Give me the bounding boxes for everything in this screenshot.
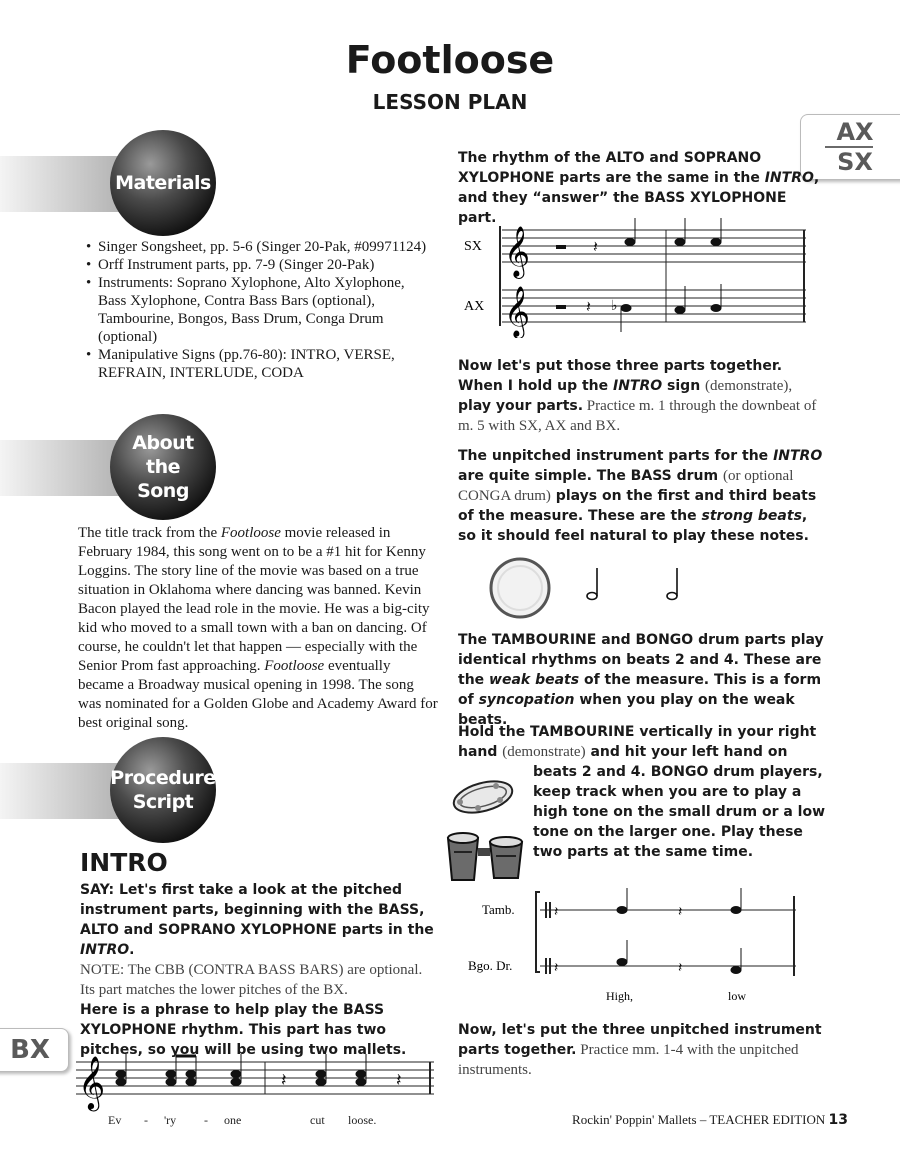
- rhythm-paragraph: [458, 148, 828, 228]
- materials-header: [110, 130, 216, 236]
- show-title: Footloose: [264, 658, 325, 674]
- unpitched-em2: strong beats: [701, 508, 802, 524]
- intro-heading: INTRO: [80, 848, 168, 877]
- bx-notes: [116, 1054, 402, 1091]
- treble-clef-icon: 𝄞: [78, 1055, 106, 1109]
- about-label-2: the: [146, 456, 180, 478]
- procedure-header: [110, 737, 216, 843]
- tamb-text-a: The TAMBOURINE and BONGO drum parts play identical rhythms on beats 2 and 4. These are the: [458, 632, 824, 688]
- about-text-1: The title track from the: [78, 525, 221, 541]
- lyric: -: [204, 1113, 208, 1127]
- staff-label-ax: AX: [464, 299, 485, 314]
- intro-say-text: SAY: Let's first take a look at the pitched instrument parts, beginning with the BASS, ALTO and SOPRANO XYLOPHONE parts in the: [80, 882, 434, 938]
- svg-text:𝄽: 𝄽: [678, 960, 683, 976]
- together-text-a: Now let's put those three parts together. When I hold up the: [458, 358, 783, 394]
- unpitched-paren: (or optional CONGA drum): [458, 468, 794, 504]
- instrument-tab-bx: BX: [0, 1028, 69, 1072]
- intro-say-end: .: [129, 942, 135, 958]
- bongo-notes: [554, 940, 741, 976]
- about-text-2: movie released in February 1984, this song went on to be a #1 hit for Kenny Loggins. The story line of the movie was based on a true situation in Oklahoma where dancing was banned. Kevin Bacon played the lead role in the movie. He was a big-city kid who moved to a small town with a ban on dancing. Of course, he couldn't let that happen — especially with the Senior Prom fast approaching.: [78, 525, 430, 674]
- page-subtitle: LESSON PLAN: [372, 90, 528, 114]
- treble-clef-icon: 𝄞: [504, 226, 531, 277]
- list-item: • Instruments: Soprano Xylophone, Alto Xylophone, Bass Xylophone, Contra Bass Bars (optional), Tambourine, Bongos, Bass Drum, Conga Drum (optional): [98, 274, 435, 346]
- staff-lines: [76, 1062, 434, 1094]
- together-text-c: play your parts.: [458, 398, 584, 414]
- percussion-staves: [460, 886, 810, 1006]
- final-paragraph: [458, 1020, 828, 1080]
- page-title: Footloose: [345, 38, 555, 82]
- lyric: -: [144, 1113, 148, 1127]
- svg-text:𝄽: 𝄽: [554, 904, 559, 920]
- tamb-text-c: when you play on the weak beats.: [458, 692, 795, 728]
- rhythm-text-a: The rhythm of the ALTO and SOPRANO XYLOPHONE parts are the same in the: [458, 150, 765, 186]
- unpitched-text-c: plays on the first and third beats of the measure. These are the: [458, 488, 817, 524]
- intro-say: [80, 880, 435, 960]
- svg-text:𝄽: 𝄽: [678, 904, 683, 920]
- rhythm-em: INTRO: [764, 170, 814, 186]
- final-text-b: Practice mm. 1-4 with the unpitched instruments.: [458, 1042, 799, 1078]
- lyric: loose.: [348, 1113, 377, 1127]
- tambourine-icon: [448, 772, 518, 822]
- tab-label-ax: AX: [836, 118, 874, 146]
- svg-text:𝄽: 𝄽: [593, 237, 598, 256]
- hold-text-a: Hold the TAMBOURINE vertically in your right hand: [458, 724, 817, 760]
- rhythm-text-b: , and they “answer” the BASS XYLOPHONE part.: [458, 170, 820, 226]
- about-paragraph: [78, 524, 438, 733]
- staff-label-sx: SX: [464, 239, 482, 254]
- unpitched-text-d: , so it should feel natural to play these notes.: [458, 508, 809, 544]
- ax-notes: [556, 284, 721, 332]
- unpitched-text-b: are quite simple. The BASS drum: [458, 468, 723, 484]
- lyric: Ev: [108, 1113, 122, 1127]
- together-em: INTRO: [613, 378, 663, 394]
- hold-text-b: and hit your left hand on beats 2 and 4. BONGO drum players, keep track when you are to play a high tone on the small drum or a low tone on the larger one. Play these two parts at the same time.: [533, 744, 826, 860]
- sx-staff: [502, 230, 806, 262]
- staff-label-tamb: Tamb.: [482, 902, 515, 917]
- about-text-3: eventually became a Broadway musical opening in 1998. The song was nominated for a Golden Globe and Academy Award for best original song.: [78, 658, 438, 731]
- bongos-icon: [444, 828, 528, 884]
- treble-clef-icon: 𝄞: [504, 286, 531, 337]
- tamb-text-b: of the measure. This is a form of: [458, 672, 822, 708]
- system-bracket: [536, 892, 540, 972]
- tambourine-paragraph: [458, 630, 830, 730]
- footer-text: Rockin' Poppin' Mallets – TEACHER EDITION: [572, 1112, 826, 1127]
- svg-text:𝄽: 𝄽: [281, 1070, 287, 1091]
- unpitched-paragraph: [458, 446, 828, 546]
- procedure-label-2: Script: [132, 791, 194, 813]
- lyrics: [108, 1113, 376, 1127]
- about-label-3: Song: [137, 480, 189, 502]
- list-item: • Orff Instrument parts, pp. 7-9 (Singer 20-Pak): [98, 256, 435, 274]
- bass-drum-icon: [491, 559, 549, 617]
- lyric: 'ry: [164, 1113, 177, 1127]
- final-text-a: Now, let's put the three unpitched instrument parts together.: [458, 1022, 822, 1058]
- bass-drum-figure: [488, 556, 708, 620]
- list-item: • Singer Songsheet, pp. 5-6 (Singer 20-Pak, #09971124): [98, 238, 435, 256]
- ax-staff: [502, 290, 806, 322]
- tamb-em2: syncopation: [478, 692, 575, 708]
- tamb-em: weak beats: [489, 672, 580, 688]
- intro-note: NOTE: The CBB (CONTRA BASS BARS) are optional. Its part matches the lower pitches of the BX.: [80, 962, 423, 998]
- together-text-b: sign: [662, 378, 706, 394]
- list-item: • Manipulative Signs (pp.76-80): INTRO, VERSE, REFRAIN, INTERLUDE, CODA: [98, 346, 435, 382]
- svg-text:𝄽: 𝄽: [554, 960, 559, 976]
- sx-notes: [556, 218, 721, 256]
- bx-notation: [76, 1044, 438, 1134]
- intro-body: [80, 880, 435, 1060]
- about-label-1: About: [132, 432, 194, 454]
- perc-clefs: [546, 902, 550, 974]
- page-footer: [572, 1112, 848, 1128]
- svg-text:𝄽: 𝄽: [396, 1070, 402, 1091]
- lyric: one: [224, 1113, 242, 1127]
- svg-text:♭: ♭: [611, 298, 618, 314]
- hold-demo: (demonstrate): [502, 744, 586, 760]
- tamb-notes: [554, 888, 741, 920]
- xylophone-staves: [458, 218, 818, 338]
- together-practice: Practice m. 1 through the downbeat of m. 5 with SX, AX and BX.: [458, 398, 817, 434]
- unpitched-em: INTRO: [773, 448, 823, 464]
- page-number: 13: [828, 1112, 848, 1128]
- movie-title: Footloose: [220, 525, 281, 541]
- together-demo: (demonstrate),: [705, 378, 793, 394]
- intro-phrase: Here is a phrase to help play the BASS XYLOPHONE rhythm. This part has two pitches, so you will be using two mallets.: [80, 1002, 407, 1058]
- note-low: low: [728, 989, 746, 1003]
- staff-label-bongo: Bgo. Dr.: [468, 958, 513, 973]
- unpitched-text-a: The unpitched instrument parts for the: [458, 448, 774, 464]
- svg-text:𝄽: 𝄽: [586, 297, 591, 316]
- about-header: [110, 414, 216, 520]
- note-high: High,: [606, 989, 633, 1003]
- intro-say-em: INTRO: [80, 942, 130, 958]
- right-column-text: [458, 356, 828, 556]
- materials-list: [80, 238, 435, 382]
- materials-label: Materials: [115, 172, 211, 194]
- half-notes: [587, 568, 677, 600]
- tab-label-sx: SX: [837, 148, 873, 176]
- procedure-label-1: Procedure: [110, 767, 216, 789]
- lyric: cut: [310, 1113, 325, 1127]
- together-paragraph: [458, 356, 828, 436]
